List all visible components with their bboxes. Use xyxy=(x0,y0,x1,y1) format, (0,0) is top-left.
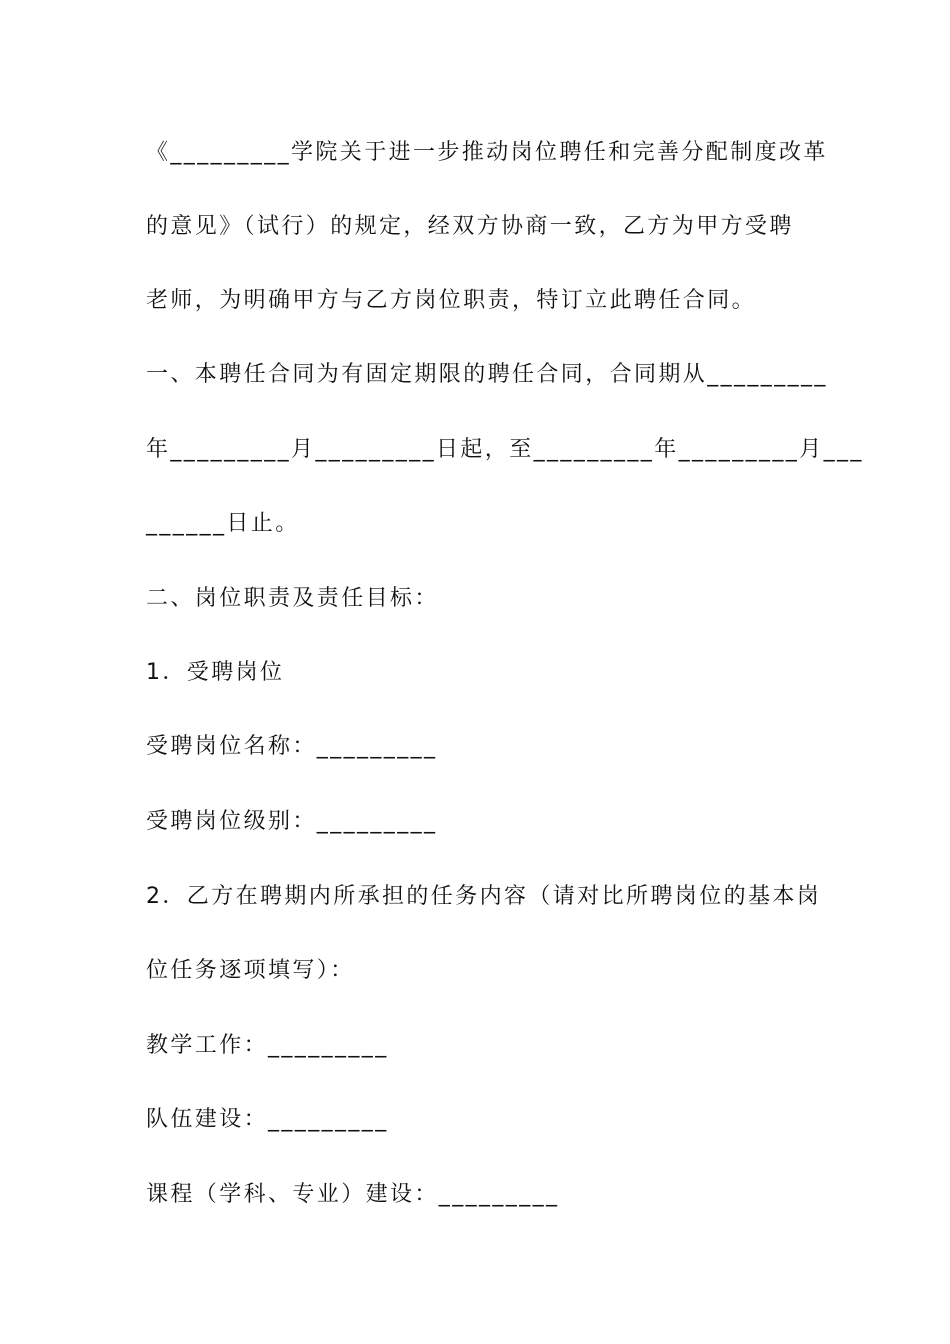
section-heading-2: 二、岗位职责及责任目标： xyxy=(146,586,439,611)
field-position-level: 受聘岗位级别：_________ xyxy=(146,809,438,834)
clause-1-line-2: 年_________月_________日起，至_________年_________月___ xyxy=(146,437,864,462)
paragraph-line-3: 老师，为明确甲方与乙方岗位职责，特订立此聘任合同。 xyxy=(146,288,757,313)
subheading-position: 1．受聘岗位 xyxy=(146,660,285,685)
field-course-building: 课程（学科、专业）建设：_________ xyxy=(146,1182,560,1207)
subheading-tasks-line-2: 位任务逐项填写）： xyxy=(146,958,355,983)
subheading-tasks-line-1: 2．乙方在聘期内所承担的任务内容（请对比所聘岗位的基本岗 xyxy=(146,884,822,909)
field-team-building: 队伍建设：_________ xyxy=(146,1107,389,1132)
field-teaching-work: 教学工作：_________ xyxy=(146,1033,389,1058)
paragraph-line-2: 的意见》（试行）的规定，经双方协商一致，乙方为甲方受聘 xyxy=(146,214,794,239)
clause-1-line-3: ______日止。 xyxy=(146,511,300,536)
clause-1-line-1: 一、本聘任合同为有固定期限的聘任合同，合同期从_________ xyxy=(146,362,828,387)
field-position-name: 受聘岗位名称：_________ xyxy=(146,734,438,759)
paragraph-line-1: 《_________学院关于进一步推动岗位聘任和完善分配制度改革 xyxy=(146,140,828,165)
